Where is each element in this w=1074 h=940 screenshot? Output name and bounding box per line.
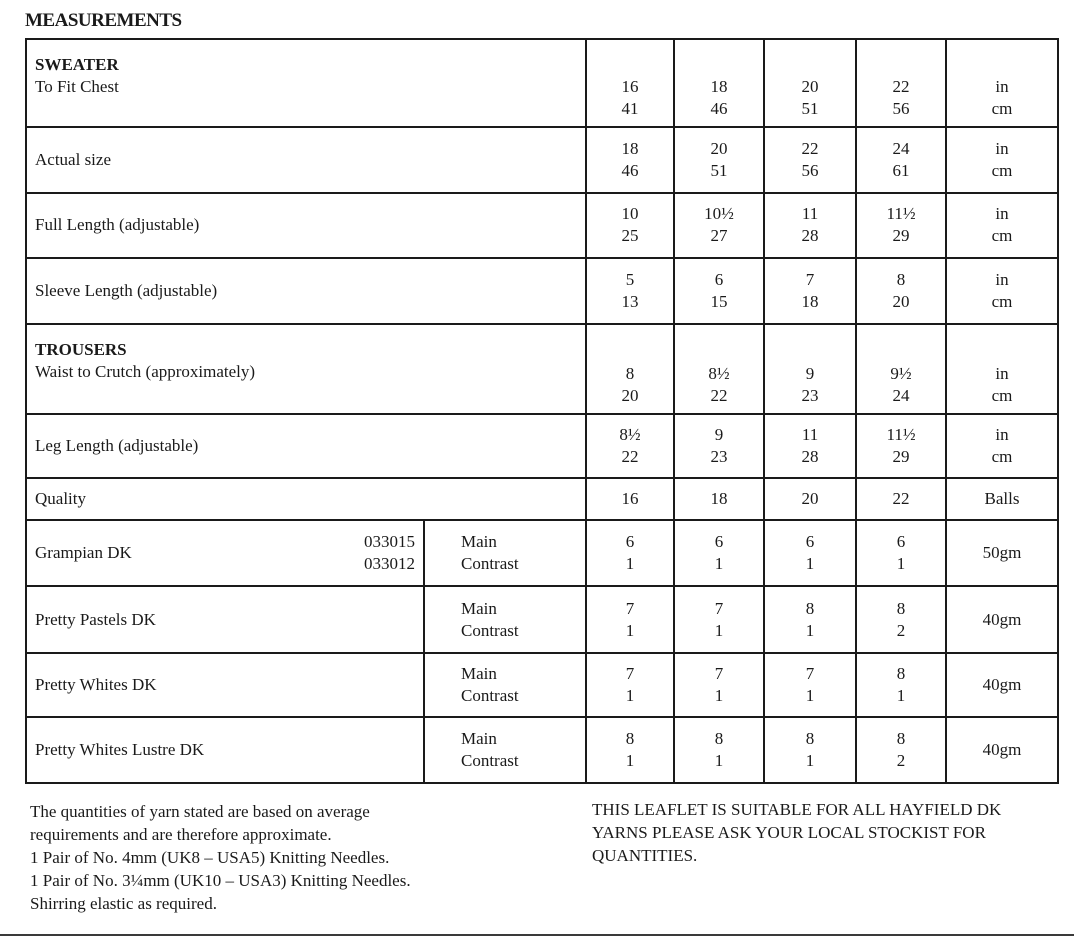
row-label-cell [26,127,586,193]
quality-size: 20 [801,489,819,509]
row-label: Leg Length (adjustable) [35,436,199,456]
shade-code-main: 033015 [364,532,415,552]
quality-label: Quality [35,489,86,509]
measurement-row [26,324,1058,414]
value-cm: 23 [710,447,728,467]
unit-in: in [995,269,1009,289]
notice-line: QUANTITIES. [592,846,698,865]
yarn-row [26,520,1058,586]
value-in: 6 [714,269,724,289]
value-in: 11½ [886,204,916,224]
unit-cm: cm [991,447,1013,467]
unit-cell [946,414,1058,478]
contrast-ball-count: 1 [896,554,906,574]
main-contrast-cell [424,717,586,783]
yarn-name-cell [26,520,424,586]
row-label-cell [26,414,586,478]
contrast-ball-count: 1 [625,685,635,705]
yarn-name: Grampian DK [35,543,132,563]
main-label: Main [461,532,497,552]
value-in: 10½ [704,204,734,224]
value-in: 7 [805,269,815,289]
main-contrast-cell [424,653,586,717]
main-ball-count: 8 [896,663,906,683]
value-in: 9 [714,425,724,445]
value-in: 24 [892,139,910,159]
contrast-ball-count: 1 [805,620,815,640]
row-label: Sleeve Length (adjustable) [35,280,218,300]
note-line: The quantities of yarn stated are based on average [30,802,370,821]
value-in: 9½ [890,363,912,383]
quality-size: 22 [892,489,910,509]
main-ball-count: 8 [805,598,815,618]
size-value-cell [764,39,856,127]
yarn-name-cell [26,653,424,717]
size-value-cell [674,324,764,414]
value-cm: 56 [801,161,819,181]
value-cm: 13 [621,291,639,311]
contrast-label: Contrast [461,554,519,574]
yarn-row [26,653,1058,717]
main-label: Main [461,663,497,683]
contrast-ball-count: 2 [896,750,906,770]
value-cm: 25 [621,226,639,246]
main-ball-count: 6 [714,532,724,552]
main-ball-count: 7 [625,663,635,683]
main-ball-count: 6 [805,532,815,552]
size-value-cell [586,127,674,193]
unit-cm: cm [991,291,1013,311]
quality-size: 18 [710,489,728,509]
ball-count-cell [586,653,674,717]
unit-cell [946,127,1058,193]
value-cm: 51 [710,161,728,181]
main-ball-count: 8 [896,598,906,618]
main-ball-count: 6 [625,532,635,552]
main-ball-count: 8 [896,728,906,748]
value-in: 8½ [619,425,641,445]
value-cm: 61 [892,161,910,181]
value-cm: 28 [801,226,819,246]
main-label: Main [461,728,497,748]
quality-unit: Balls [984,489,1020,509]
unit-cell [946,39,1058,127]
ball-count-cell [586,586,674,652]
ball-count-cell [764,653,856,717]
value-cm: 51 [801,99,819,119]
main-contrast-cell [424,520,586,586]
row-label-cell [26,193,586,257]
ball-count-cell [674,717,764,783]
note-line: Shirring elastic as required. [30,894,217,913]
unit-cell [946,324,1058,414]
size-value-cell [856,39,946,127]
notice-line: YARNS PLEASE ASK YOUR LOCAL STOCKIST FOR [592,823,986,842]
contrast-ball-count: 1 [714,554,724,574]
size-value-cell [586,414,674,478]
contrast-ball-count: 1 [805,750,815,770]
yarn-name: Pretty Whites DK [35,674,157,694]
yarn-name-cell [26,586,424,652]
yarn-notes [30,800,500,915]
row-label: To Fit Chest [35,77,119,96]
main-ball-count: 7 [714,598,724,618]
yarn-name: Pretty Pastels DK [35,609,156,629]
unit-cell [946,193,1058,257]
ball-weight: 40gm [982,674,1022,694]
unit-in: in [995,425,1009,445]
ball-count-cell [674,586,764,652]
unit-cm: cm [991,99,1013,119]
value-cm: 29 [892,447,910,467]
main-ball-count: 7 [625,598,635,618]
measurement-row [26,39,1058,127]
value-in: 20 [710,139,728,159]
page-title: MEASUREMENTS [25,10,182,31]
yarn-shade-codes [364,531,415,575]
value-cm: 20 [892,291,910,311]
leaflet-notice [592,798,1052,867]
unit-in: in [995,139,1009,159]
row-label-cell [26,39,586,127]
measurement-row [26,193,1058,257]
size-value-cell [674,258,764,324]
ball-count-cell [856,717,946,783]
ball-count-cell [674,653,764,717]
ball-weight-cell [946,717,1058,783]
main-ball-count: 8 [805,728,815,748]
yarn-name: Pretty Whites Lustre DK [35,739,205,759]
quality-label-cell [26,478,586,520]
ball-count-cell [856,586,946,652]
value-in: 22 [892,77,910,97]
contrast-ball-count: 1 [805,554,815,574]
ball-count-cell [674,520,764,586]
size-value-cell [586,324,674,414]
yarn-name-cell [26,717,424,783]
value-in: 5 [625,269,635,289]
value-in: 11 [801,425,819,445]
size-value-cell [674,127,764,193]
size-value-cell [586,39,674,127]
size-value-cell [856,324,946,414]
row-label-cell [26,324,586,414]
ball-weight: 40gm [982,739,1022,759]
contrast-ball-count: 1 [805,685,815,705]
ball-count-cell [856,520,946,586]
quality-size-cell [764,478,856,520]
notice-line: THIS LEAFLET IS SUITABLE FOR ALL HAYFIELD DK [592,800,1002,819]
value-in: 18 [710,77,728,97]
note-line: requirements and are therefore approximate. [30,825,332,844]
size-value-cell [586,258,674,324]
note-line: 1 Pair of No. 3¼mm (UK10 – USA3) Knitting Needles. [30,871,411,890]
value-in: 18 [621,139,639,159]
contrast-ball-count: 1 [714,750,724,770]
quality-size-cell [586,478,674,520]
unit-cm: cm [991,385,1013,405]
shade-code-contrast: 033012 [364,554,415,574]
yarn-row [26,717,1058,783]
row-label: Actual size [35,150,111,170]
unit-cm: cm [991,161,1013,181]
quality-size-cell [674,478,764,520]
value-in: 16 [621,77,639,97]
ball-weight: 50gm [982,543,1022,563]
row-label: Full Length (adjustable) [35,215,200,235]
size-value-cell [764,127,856,193]
contrast-label: Contrast [461,750,519,770]
value-cm: 20 [621,385,639,405]
quality-size-cell [856,478,946,520]
value-cm: 22 [621,447,639,467]
value-in: 8 [896,269,906,289]
size-value-cell [856,414,946,478]
unit-in: in [995,363,1009,383]
contrast-ball-count: 1 [896,685,906,705]
value-cm: 28 [801,447,819,467]
yarn-row [26,586,1058,652]
value-cm: 22 [710,385,728,405]
ball-count-cell [586,717,674,783]
ball-weight-cell [946,653,1058,717]
value-in: 8 [625,363,635,383]
unit-cm: cm [991,226,1013,246]
contrast-ball-count: 1 [625,554,635,574]
quality-unit-cell [946,478,1058,520]
ball-weight-cell [946,520,1058,586]
value-in: 10 [621,204,639,224]
value-cm: 27 [710,226,728,246]
contrast-ball-count: 1 [625,620,635,640]
size-value-cell [764,324,856,414]
measurement-row [26,127,1058,193]
ball-count-cell [764,717,856,783]
contrast-label: Contrast [461,685,519,705]
value-cm: 15 [710,291,728,311]
ball-count-cell [764,520,856,586]
main-ball-count: 6 [896,532,906,552]
size-value-cell [856,258,946,324]
contrast-label: Contrast [461,620,519,640]
ball-weight-cell [946,586,1058,652]
quality-size: 16 [621,489,639,509]
value-cm: 29 [892,226,910,246]
measurement-row [26,258,1058,324]
value-cm: 41 [621,99,639,119]
size-value-cell [764,258,856,324]
ball-count-cell [586,520,674,586]
value-in: 20 [801,77,819,97]
size-value-cell [764,414,856,478]
value-cm: 23 [801,385,819,405]
unit-in: in [995,204,1009,224]
value-cm: 18 [801,291,819,311]
note-line: 1 Pair of No. 4mm (UK8 – USA5) Knitting Needles. [30,848,390,867]
ball-count-cell [764,586,856,652]
size-value-cell [856,127,946,193]
value-cm: 46 [710,99,728,119]
value-in: 9 [805,363,815,383]
value-cm: 24 [892,385,910,405]
size-value-cell [674,39,764,127]
unit-cell [946,258,1058,324]
main-contrast-cell [424,586,586,652]
main-ball-count: 8 [714,728,724,748]
size-value-cell [674,193,764,257]
measurements-table [25,38,1059,784]
value-in: 11½ [886,425,916,445]
quality-row [26,478,1058,520]
value-cm: 46 [621,161,639,181]
ball-weight: 40gm [982,609,1022,629]
contrast-ball-count: 1 [625,750,635,770]
contrast-ball-count: 1 [714,620,724,640]
ball-count-cell [856,653,946,717]
main-ball-count: 7 [714,663,724,683]
section-heading: SWEATER [35,55,119,74]
row-label: Waist to Crutch (approximately) [35,361,256,381]
page-bottom-rule [0,934,1074,936]
contrast-ball-count: 1 [714,685,724,705]
row-label-cell [26,258,586,324]
size-value-cell [856,193,946,257]
main-ball-count: 8 [625,728,635,748]
size-value-cell [674,414,764,478]
size-value-cell [586,193,674,257]
unit-in: in [995,77,1009,97]
value-in: 22 [801,139,819,159]
measurement-row [26,414,1058,478]
value-in: 8½ [708,363,730,383]
contrast-ball-count: 2 [896,620,906,640]
value-in: 11 [801,204,819,224]
main-ball-count: 7 [805,663,815,683]
section-heading: TROUSERS [35,339,127,359]
size-value-cell [764,193,856,257]
value-cm: 56 [892,99,910,119]
main-label: Main [461,598,497,618]
